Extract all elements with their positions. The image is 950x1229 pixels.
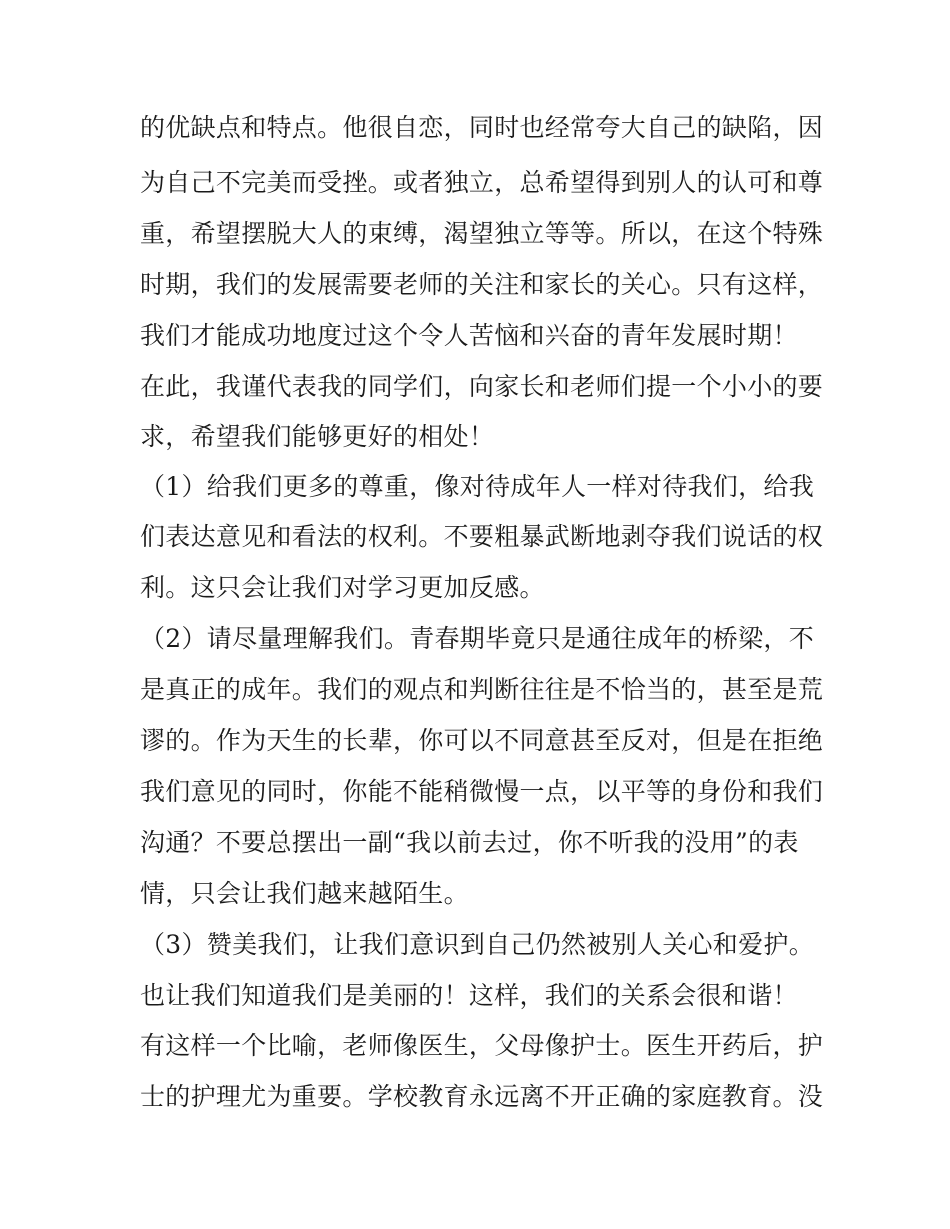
text-line: （3）赞美我们，让我们意识到自己仍然被别人关心和爱护。: [140, 930, 815, 959]
text-line: （1）给我们更多的尊重，像对待成年人一样对待我们，给我: [140, 472, 815, 501]
text-line: 在此，我谨代表我的同学们，向家长和老师们提一个小小的要: [140, 372, 824, 401]
text-line: 求，希望我们能够更好的相处！: [140, 422, 495, 451]
text-line: （2）请尽量理解我们。青春期毕竟只是通往成年的桥梁，不: [140, 624, 815, 653]
text-line: 沟通？不要总摆出一副“我以前去过，你不听我的没用”的表: [140, 828, 799, 857]
text-line: 时期，我们的发展需要老师的关注和家长的关心。只有这样，: [140, 270, 824, 299]
text-line: 利。这只会让我们对学习更加反感。: [140, 573, 545, 602]
text-line: 是真正的成年。我们的观点和判断往往是不恰当的，甚至是荒: [140, 675, 824, 704]
text-line: 士的护理尤为重要。学校教育永远离不开正确的家庭教育。没: [140, 1082, 824, 1111]
text-line: 也让我们知道我们是美丽的！这样，我们的关系会很和谐！: [140, 981, 798, 1010]
text-line: 为自己不完美而受挫。或者独立，总希望得到别人的认可和尊: [140, 168, 824, 197]
text-line: 我们才能成功地度过这个令人苦恼和兴奋的青年发展时期！: [140, 321, 798, 350]
text-line: 我们意见的同时，你能不能稍微慢一点，以平等的身份和我们: [140, 777, 824, 806]
text-line: 重，希望摆脱大人的束缚，渴望独立等等。所以，在这个特殊: [140, 219, 824, 248]
text-line: 谬的。作为天生的长辈，你可以不同意甚至反对，但是在拒绝: [140, 726, 824, 755]
text-line: 有这样一个比喻，老师像医生，父母像护士。医生开药后，护: [140, 1031, 824, 1060]
text-line: 的优缺点和特点。他很自恋，同时也经常夸大自己的缺陷，因: [140, 113, 824, 142]
text-line: 情，只会让我们越来越陌生。: [140, 879, 469, 908]
text-line: 们表达意见和看法的权利。不要粗暴武断地剥夺我们说话的权: [140, 522, 824, 551]
